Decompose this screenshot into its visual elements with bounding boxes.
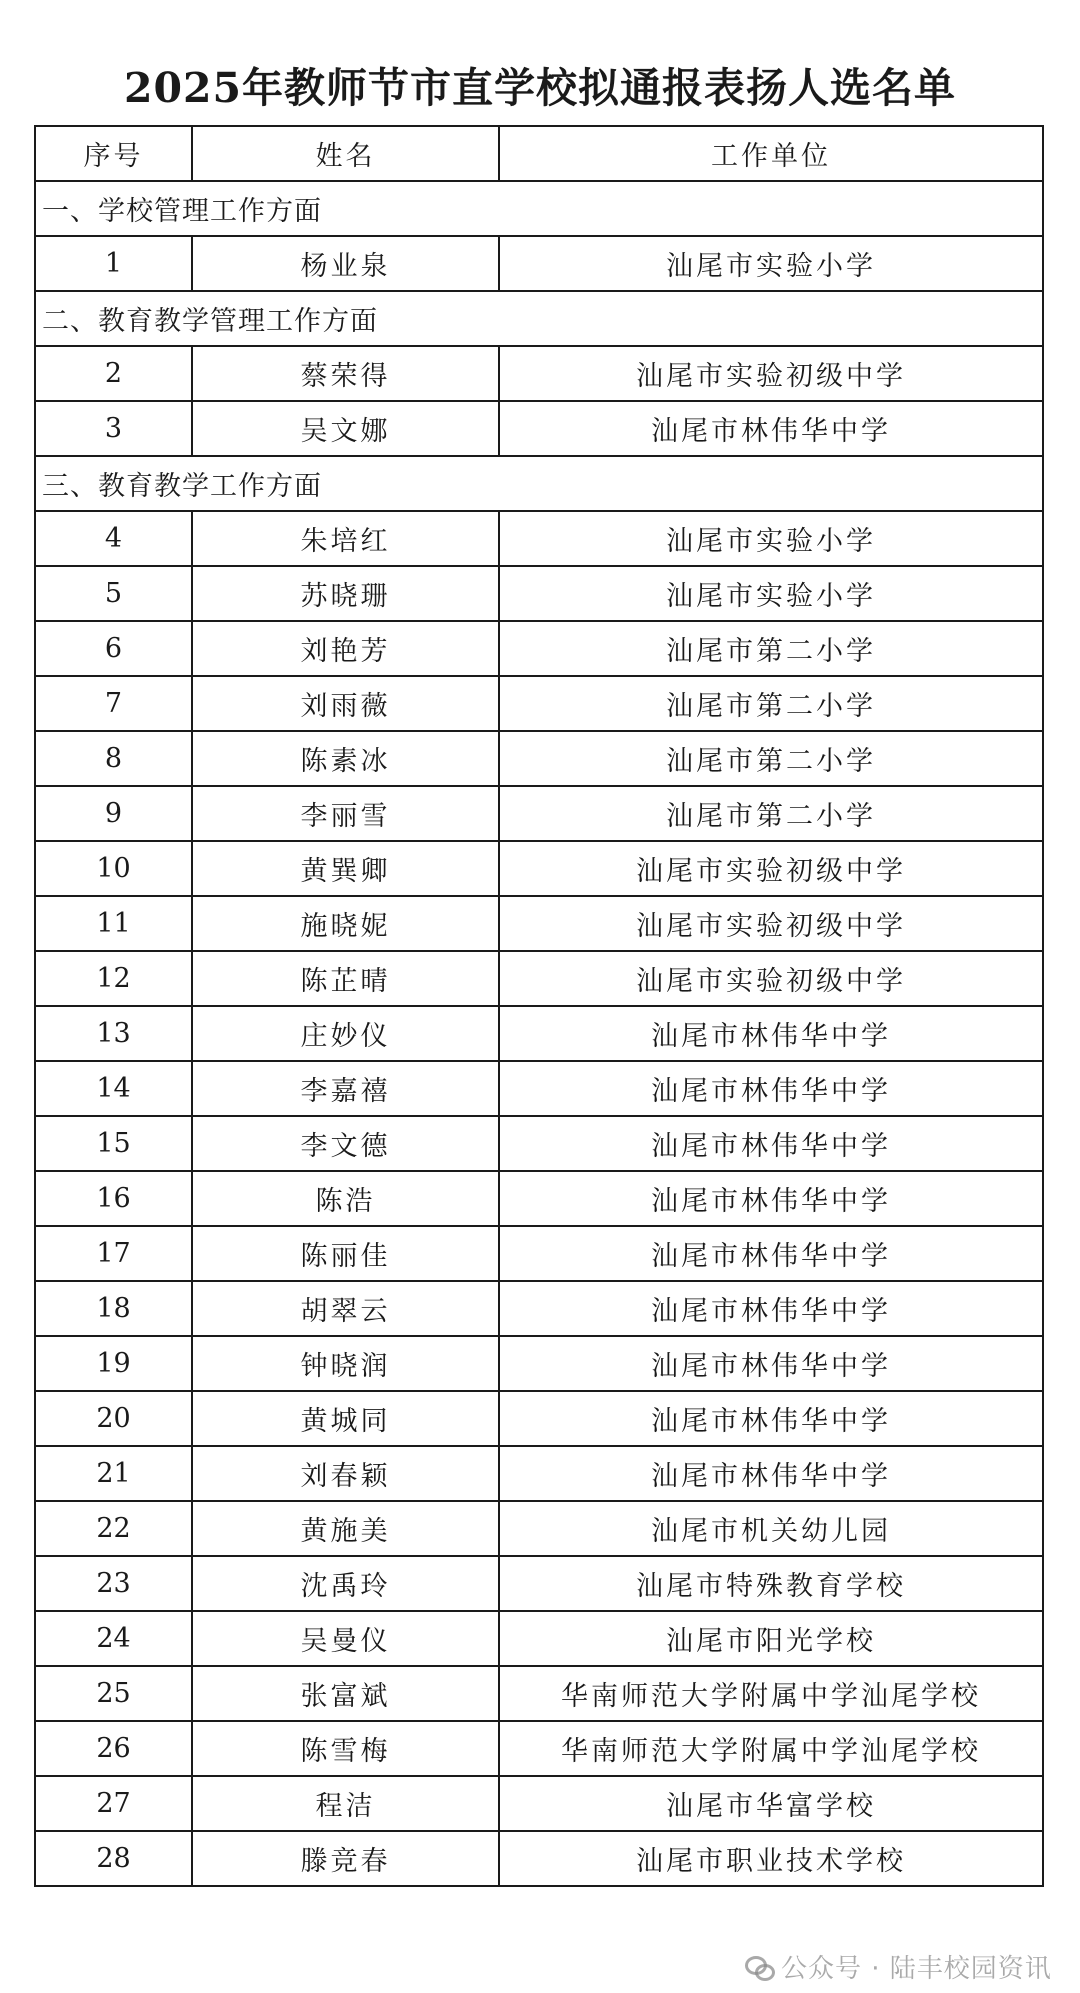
cell-name: 黄施美 — [192, 1501, 499, 1556]
cell-unit: 汕尾市林伟华中学 — [499, 1226, 1043, 1281]
cell-no: 15 — [35, 1116, 192, 1171]
table-row — [35, 236, 1043, 291]
table-row — [35, 1226, 1043, 1281]
header-row — [35, 126, 1043, 181]
cell-no: 6 — [35, 621, 192, 676]
cell-name: 李文德 — [192, 1116, 499, 1171]
section-heading: 一、学校管理工作方面 — [35, 181, 1043, 236]
cell-unit: 汕尾市实验小学 — [499, 511, 1043, 566]
table-row — [35, 1116, 1043, 1171]
cell-name: 滕竞春 — [192, 1831, 499, 1886]
watermark — [745, 1948, 1052, 1985]
table-row — [35, 1721, 1043, 1776]
table-row — [35, 1391, 1043, 1446]
cell-no: 14 — [35, 1061, 192, 1116]
table-row — [35, 1556, 1043, 1611]
cell-unit: 汕尾市林伟华中学 — [499, 1446, 1043, 1501]
cell-unit: 华南师范大学附属中学汕尾学校 — [499, 1666, 1043, 1721]
table-row — [35, 1006, 1043, 1061]
cell-no: 25 — [35, 1666, 192, 1721]
cell-name: 施晓妮 — [192, 896, 499, 951]
cell-unit: 汕尾市林伟华中学 — [499, 1391, 1043, 1446]
cell-no: 20 — [35, 1391, 192, 1446]
cell-no: 2 — [35, 346, 192, 401]
cell-no: 5 — [35, 566, 192, 621]
cell-no: 27 — [35, 1776, 192, 1831]
cell-no: 13 — [35, 1006, 192, 1061]
cell-no: 19 — [35, 1336, 192, 1391]
cell-name: 蔡荣得 — [192, 346, 499, 401]
cell-unit: 汕尾市林伟华中学 — [499, 1336, 1043, 1391]
cell-unit: 汕尾市第二小学 — [499, 676, 1043, 731]
cell-no: 11 — [35, 896, 192, 951]
cell-unit: 汕尾市林伟华中学 — [499, 1116, 1043, 1171]
column-header-no: 序号 — [35, 126, 192, 181]
cell-name: 刘春颖 — [192, 1446, 499, 1501]
roster-body — [35, 181, 1043, 1886]
cell-name: 吴曼仪 — [192, 1611, 499, 1666]
cell-name: 陈芷晴 — [192, 951, 499, 1006]
cell-unit: 汕尾市第二小学 — [499, 621, 1043, 676]
table-row — [35, 1666, 1043, 1721]
cell-no: 18 — [35, 1281, 192, 1336]
cell-name: 张富斌 — [192, 1666, 499, 1721]
watermark-text: 公众号 · 陆丰校园资讯 — [781, 1954, 1052, 1984]
table-row — [35, 1171, 1043, 1226]
table-row — [35, 896, 1043, 951]
cell-no: 4 — [35, 511, 192, 566]
table-row — [35, 951, 1043, 1006]
cell-unit: 汕尾市华富学校 — [499, 1776, 1043, 1831]
cell-unit: 汕尾市第二小学 — [499, 786, 1043, 841]
cell-unit: 汕尾市第二小学 — [499, 731, 1043, 786]
cell-no: 26 — [35, 1721, 192, 1776]
cell-no: 9 — [35, 786, 192, 841]
table-row — [35, 1776, 1043, 1831]
table-row — [35, 511, 1043, 566]
table-row — [35, 1446, 1043, 1501]
cell-name: 陈丽佳 — [192, 1226, 499, 1281]
cell-unit: 汕尾市实验小学 — [499, 566, 1043, 621]
table-row — [35, 731, 1043, 786]
cell-no: 8 — [35, 731, 192, 786]
table-row — [35, 1501, 1043, 1556]
cell-unit: 汕尾市林伟华中学 — [499, 1061, 1043, 1116]
cell-name: 刘雨薇 — [192, 676, 499, 731]
document-title: 2025年教师节市直学校拟通报表扬人选名单 — [123, 64, 957, 112]
cell-unit: 汕尾市实验小学 — [499, 236, 1043, 291]
table-row — [35, 1336, 1043, 1391]
cell-no: 12 — [35, 951, 192, 1006]
cell-no: 10 — [35, 841, 192, 896]
cell-name: 刘艳芳 — [192, 621, 499, 676]
cell-no: 1 — [35, 236, 192, 291]
cell-unit: 华南师范大学附属中学汕尾学校 — [499, 1721, 1043, 1776]
table-row — [35, 621, 1043, 676]
cell-no: 16 — [35, 1171, 192, 1226]
cell-unit: 汕尾市实验初级中学 — [499, 841, 1043, 896]
section-heading: 二、教育教学管理工作方面 — [35, 291, 1043, 346]
cell-unit: 汕尾市实验初级中学 — [499, 346, 1043, 401]
cell-no: 23 — [35, 1556, 192, 1611]
cell-unit: 汕尾市特殊教育学校 — [499, 1556, 1043, 1611]
cell-name: 庄妙仪 — [192, 1006, 499, 1061]
cell-name: 苏晓珊 — [192, 566, 499, 621]
cell-name: 朱培红 — [192, 511, 499, 566]
cell-unit: 汕尾市机关幼儿园 — [499, 1501, 1043, 1556]
cell-name: 陈雪梅 — [192, 1721, 499, 1776]
cell-name: 李嘉禧 — [192, 1061, 499, 1116]
table-row — [35, 841, 1043, 896]
table-row — [35, 676, 1043, 731]
section-row — [35, 291, 1043, 346]
cell-no: 24 — [35, 1611, 192, 1666]
cell-name: 沈禹玲 — [192, 1556, 499, 1611]
cell-name: 黄巽卿 — [192, 841, 499, 896]
cell-name: 杨业泉 — [192, 236, 499, 291]
section-row — [35, 181, 1043, 236]
cell-unit: 汕尾市职业技术学校 — [499, 1831, 1043, 1886]
cell-name: 李丽雪 — [192, 786, 499, 841]
table-row — [35, 401, 1043, 456]
cell-no: 28 — [35, 1831, 192, 1886]
section-row — [35, 456, 1043, 511]
cell-name: 黄城同 — [192, 1391, 499, 1446]
cell-name: 陈素冰 — [192, 731, 499, 786]
cell-name: 程洁 — [192, 1776, 499, 1831]
table-row — [35, 1611, 1043, 1666]
cell-no: 21 — [35, 1446, 192, 1501]
section-heading: 三、教育教学工作方面 — [35, 456, 1043, 511]
cell-unit: 汕尾市林伟华中学 — [499, 401, 1043, 456]
cell-no: 17 — [35, 1226, 192, 1281]
table-row — [35, 1281, 1043, 1336]
table-row — [35, 346, 1043, 401]
cell-unit: 汕尾市阳光学校 — [499, 1611, 1043, 1666]
cell-name: 钟晓润 — [192, 1336, 499, 1391]
table-row — [35, 1831, 1043, 1886]
cell-no: 7 — [35, 676, 192, 731]
column-header-name: 姓名 — [192, 126, 499, 181]
cell-unit: 汕尾市林伟华中学 — [499, 1171, 1043, 1226]
cell-name: 吴文娜 — [192, 401, 499, 456]
wechat-icon — [745, 1954, 773, 1980]
cell-unit: 汕尾市实验初级中学 — [499, 951, 1043, 1006]
table-row — [35, 1061, 1043, 1116]
column-header-unit: 工作单位 — [499, 126, 1043, 181]
cell-unit: 汕尾市实验初级中学 — [499, 896, 1043, 951]
roster-table — [34, 125, 1044, 1887]
cell-name: 胡翠云 — [192, 1281, 499, 1336]
cell-no: 3 — [35, 401, 192, 456]
table-row — [35, 566, 1043, 621]
cell-unit: 汕尾市林伟华中学 — [499, 1281, 1043, 1336]
cell-unit: 汕尾市林伟华中学 — [499, 1006, 1043, 1061]
cell-no: 22 — [35, 1501, 192, 1556]
cell-name: 陈浩 — [192, 1171, 499, 1226]
table-row — [35, 786, 1043, 841]
